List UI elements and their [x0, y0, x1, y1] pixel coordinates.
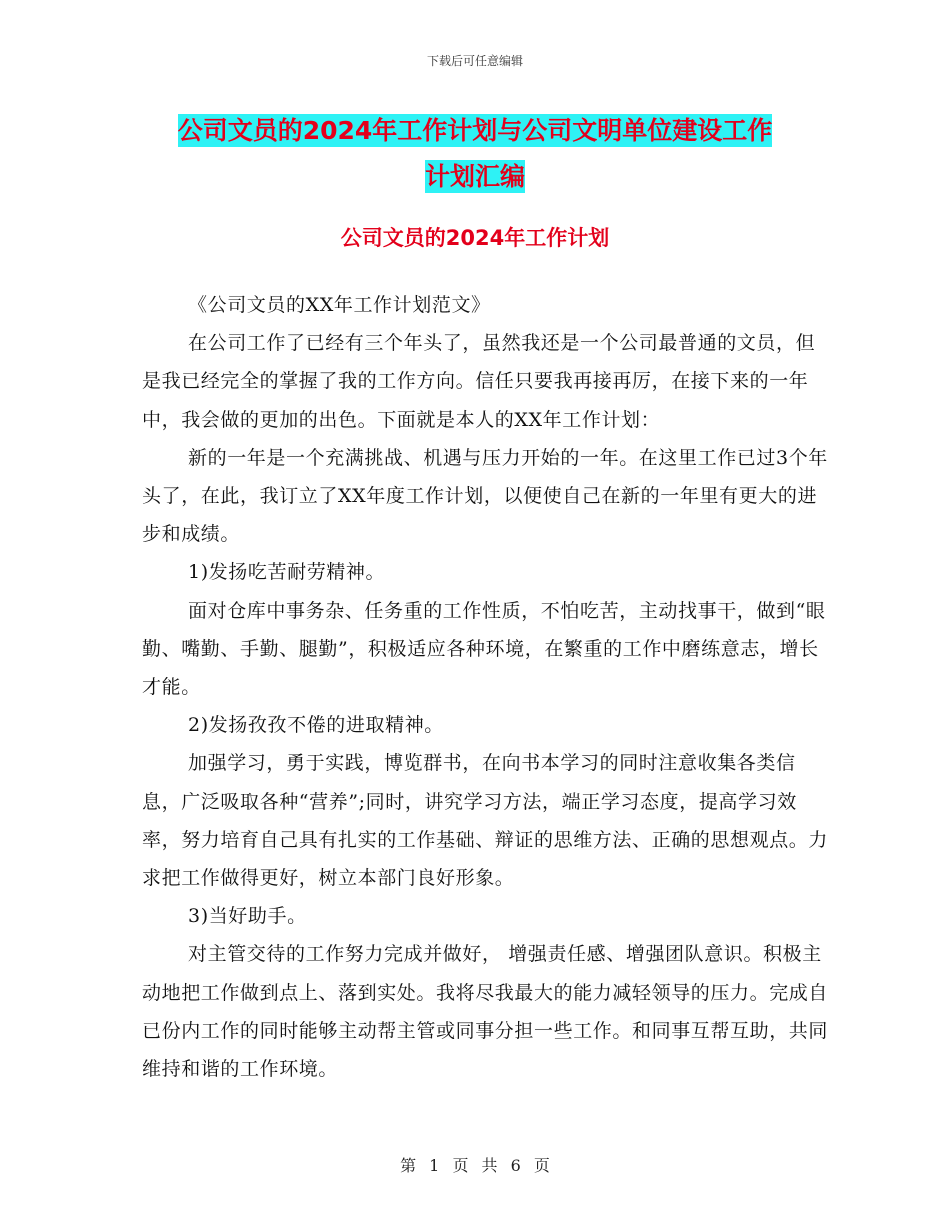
page-footer: 第 1 页 共 6 页	[400, 1156, 550, 1175]
document-body	[142, 286, 832, 1088]
paragraph-heading: 2)发扬孜孜不倦的进取精神。	[188, 714, 444, 737]
paragraph-heading: 3)当好助手。	[188, 905, 307, 928]
paragraph: 加强学习，勇于实践，博览群书，在向书本学习的同时注意收集各类信息，广泛吸取各种“营养”;同时，讲究学习方法，端正学习态度，提高学习效率，努力培育自己具有扎实的工作基础、辩证的思维方法、正确的思想观点。力求把工作做得更好，树立本部门良好形象。	[142, 752, 829, 890]
document-title-line-1: 公司文员的2024年工作计划与公司文明单位建设工作	[177, 116, 773, 145]
document-title-line-2: 计划汇编	[424, 162, 525, 191]
header-note: 下载后可任意编辑	[426, 54, 523, 68]
paragraph: 面对仓库中事务杂、任务重的工作性质，不怕吃苦，主动找事干，做到“眼勤、嘴勤、手勤、腿勤”，积极适应各种环境，在繁重的工作中磨练意志，增长才能。	[142, 599, 826, 699]
section-title: 公司文员的2024年工作计划	[340, 226, 610, 250]
paragraph-subtitle: 《公司文员的XX年工作计划范文》	[188, 294, 491, 316]
paragraph-heading: 1)发扬吃苦耐劳精神。	[188, 561, 386, 584]
document-title	[0, 108, 950, 200]
paragraph: 在公司工作了已经有三个年头了，虽然我还是一个公司最普通的文员，但是我已经完全的掌握了我的工作方向。信任只要我再接再厉，在接下来的一年中，我会做的更加的出色。下面就是本人的XX年工作计划：	[142, 332, 816, 431]
paragraph: 新的一年是一个充满挑战、机遇与压力开始的一年。在这里工作已过3个年头了，在此，我订立了XX年度工作计划，以便使自己在新的一年里有更大的进步和成绩。	[142, 446, 828, 546]
paragraph: 对主管交待的工作努力完成并做好， 增强责任感、增强团队意识。积极主动地把工作做到点上、落到实处。我将尽我最大的能力减轻领导的压力。完成自已份内工作的同时能够主动帮主管或同事分担一些工作。和同事互帮互助，共同维持和谐的工作环境。	[142, 943, 829, 1081]
